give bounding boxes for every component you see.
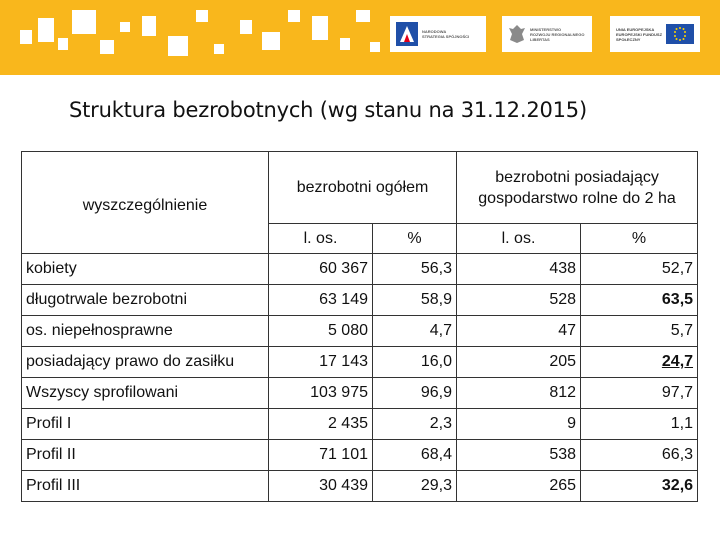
cell-value: 97,7 [581,378,698,409]
logo-text: MINISTERSTWO ROZWOJU REGIONALNEGO LIBERTAS [530,26,585,42]
cell-value: 66,3 [581,440,698,471]
decor-square [262,32,280,50]
header-wyszczegolnienie: wyszczególnienie [22,152,269,254]
cell-value: 56,3 [373,254,457,285]
row-label: Profil II [22,440,269,471]
subheader-l-os: l. os. [457,224,581,254]
cell-value: 2,3 [373,409,457,440]
row-label: Profil I [22,409,269,440]
subheader-l-os: l. os. [269,224,373,254]
cell-value: 438 [457,254,581,285]
cell-value-bold: 63,5 [581,285,698,316]
cell-value: 16,0 [373,347,457,378]
cell-value-bold-underlined: 24,7 [581,347,698,378]
cell-value: 205 [457,347,581,378]
decor-square [196,10,208,22]
cell-value: 265 [457,471,581,502]
table-row [22,254,698,285]
table-row [22,471,698,502]
cell-value: 1,1 [581,409,698,440]
table-row [22,440,698,471]
eagle-emblem-icon [508,23,526,45]
cell-value: 52,7 [581,254,698,285]
decor-square [168,36,188,56]
decor-square [142,16,156,36]
cell-value: 528 [457,285,581,316]
cell-value: 63 149 [269,285,373,316]
subheader-percent: % [581,224,698,254]
logo-unia-europejska [610,16,700,52]
cell-value: 17 143 [269,347,373,378]
decor-square [288,10,300,22]
decor-square [356,10,370,22]
table-row [22,409,698,440]
subheader-percent: % [373,224,457,254]
cell-value: 30 439 [269,471,373,502]
decor-square [38,18,54,42]
decor-square [58,38,68,50]
cell-value: 2 435 [269,409,373,440]
decor-square [340,38,350,50]
cell-value: 103 975 [269,378,373,409]
decor-square [20,30,32,44]
cell-value: 96,9 [373,378,457,409]
table-row [22,347,698,378]
decor-square [214,44,224,54]
header-row [22,152,698,224]
decor-square [312,16,328,40]
row-label: kobiety [22,254,269,285]
eu-flag-icon [666,24,694,44]
row-label: Wszyscy sprofilowani [22,378,269,409]
cell-value: 538 [457,440,581,471]
page-title: Struktura bezrobotnych (wg stanu na 31.12.2015) [69,98,587,122]
unemployment-table [21,151,698,502]
table-row [22,378,698,409]
header-bezrobotni-gospodarstwo: bezrobotni posiadający gospodarstwo rolne do 2 ha [457,152,698,224]
fe-logo-icon [396,22,418,46]
cell-value: 5 080 [269,316,373,347]
decor-square [100,40,114,54]
table-row [22,316,698,347]
row-label: os. niepełnosprawne [22,316,269,347]
header-bezrobotni-ogolem: bezrobotni ogółem [269,152,457,224]
table-row [22,285,698,316]
logo-ministerstwo [502,16,592,52]
cell-value: 60 367 [269,254,373,285]
cell-value: 47 [457,316,581,347]
cell-value: 29,3 [373,471,457,502]
cell-value: 812 [457,378,581,409]
cell-value: 58,9 [373,285,457,316]
cell-value: 9 [457,409,581,440]
decor-square [370,42,380,52]
decor-square [240,20,252,34]
logo-text: UNIA EUROPEJSKA EUROPEJSKI FUNDUSZ SPOŁECZNY [616,26,663,42]
cell-value: 4,7 [373,316,457,347]
logo-fundusze-europejskie [390,16,486,52]
cell-value: 68,4 [373,440,457,471]
decor-square [72,10,96,34]
header-banner [0,0,720,75]
cell-value: 5,7 [581,316,698,347]
cell-value-bold: 32,6 [581,471,698,502]
row-label: Profil III [22,471,269,502]
logo-text: NARODOWA STRATEGIA SPÓJNOŚCI [422,29,470,39]
row-label: posiadający prawo do zasiłku [22,347,269,378]
decor-square [120,22,130,32]
row-label: długotrwale bezrobotni [22,285,269,316]
cell-value: 71 101 [269,440,373,471]
